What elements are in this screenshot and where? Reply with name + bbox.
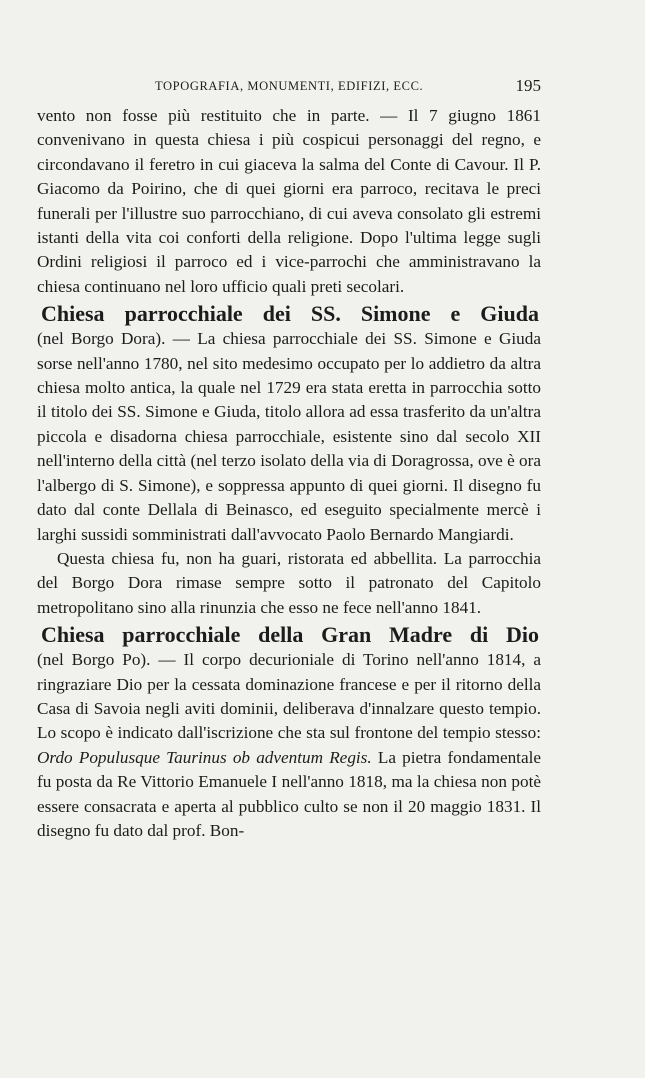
page-header xyxy=(37,77,541,99)
section-heading-gran-madre: Chiesa parrocchiale della Gran Madre di Dio xyxy=(41,622,539,648)
section-heading-ss-simone-giuda: Chiesa parrocchiale dei SS. Simone e Giuda xyxy=(41,301,539,327)
paragraph-restoration: Questa chiesa fu, non ha guari, ristorata ed abbellita. La parrocchia del Borgo Dora rimase sempre sotto il patronato del Capitolo metropolitano sino alla rinunzia che esso ne fece nell'anno 1841. xyxy=(37,548,541,617)
running-title: TOPOGRAFIA, MONUMENTI, EDIFIZI, ECC. xyxy=(155,79,424,93)
paragraph-gran-madre-text-1: (nel Borgo Po). — Il corpo decurioniale di Torino nell'anno 1814, a ringraziare Dio per la cessata dominazione francese e per il ritorno della Casa di Savoia negli aviti dominii, deliberava d'innalzare questo tempio. Lo scopo è indicato dall'iscrizione che sta sul frontone del tempio stesso: xyxy=(37,650,541,743)
page-number: 195 xyxy=(515,76,541,95)
paragraph-cavour-funeral: vento non fosse più restituito che in parte. — Il 7 giugno 1861 convenivano in questa chiesa i più cospicui personaggi del regno, e circondavano il feretro in cui giaceva la salma del Conte di Cavour. Il P. Giacomo da Poirino, che di quei giorni era parroco, recitava le preci funerali per l'illustre suo parrocchiano, di cui aveva consolato gli estremi istanti della vita coi conforti della religione. Dopo l'ultima legge sugli Ordini religiosi il parroco ed i vice-parrochi che amministravano la chiesa continuano nel loro ufficio quali preti secolari. xyxy=(37,106,541,296)
inscription-motto: Ordo Populusque Taurinus ob adventum Regis. xyxy=(37,747,372,767)
paragraph-ss-simone-giuda: (nel Borgo Dora). — La chiesa parrocchiale dei SS. Simone e Giuda sorse nell'anno 1780, nel sito medesimo occupato per lo addietro da altra chiesa molto antica, la quale nel 1729 era stata eretta in parrocchia sotto il titolo dei SS. Simone e Giuda, titolo allora ad essa trasferito da un'altra piccola e disadorna chiesa parrocchiale, esistente sino dal secolo XII nell'interno della città (nel terzo isolato della via di Doragrossa, ove è ora l'albergo di S. Simone), e soppressa appunto di quei giorni. Il disegno fu dato dal conte Dellala di Beinasco, ed eseguito specialmente mercè i larghi sussidi somministrati dall'avvocato Paolo Bernardo Mangiardi. xyxy=(37,329,541,544)
paragraph-gran-madre xyxy=(37,648,541,843)
paragraph-gran-madre-text-2: La pietra fondamentale fu posta da Re Vittorio Emanuele I nell'anno 1818, ma la chiesa non potè essere consacrata e aperta al pubblico culto se non il 20 maggio 1831. Il disegno fu dato dal prof. Bon- xyxy=(37,747,541,840)
body-text xyxy=(37,104,541,843)
